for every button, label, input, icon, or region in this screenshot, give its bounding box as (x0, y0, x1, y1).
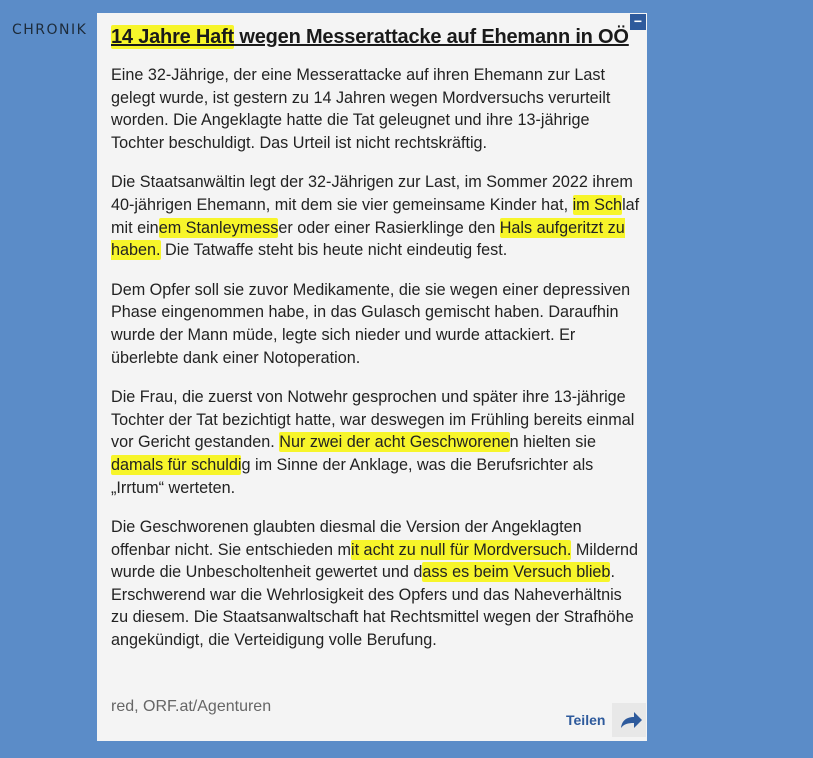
p2-highlight-3: Hals aufgeritzt zu haben. (111, 218, 625, 260)
p5-text-a: Die Geschworenen glaubten diesmal die Version der Angeklagten offenbar nicht. Sie entschieden m (111, 518, 582, 559)
p2-text-a: Die Staatsanwältin legt der 32-Jährigen zur Last, im Sommer 2022 ihrem 40-jährigen Ehemann, mit dem sie vier gemeinsame Kinder hat, (111, 173, 633, 214)
collapse-button[interactable]: − (630, 14, 646, 30)
share-arrow-icon[interactable] (612, 703, 646, 737)
paragraph-3: Dem Opfer soll sie zuvor Medikamente, die sie wegen einer depressiven Phase eingenommen habe, in das Gulasch gemischt haben. Daraufhin wurde der Mann müde, legte sich nieder und wurde attackiert. Er überlebte dank einer Notoperation. (111, 280, 631, 367)
title-highlight: 14 Jahre Haft (111, 26, 235, 48)
p2-text-b: laf mit ein (111, 195, 640, 237)
article-source: red, ORF.at/Agenturen (111, 698, 272, 715)
share-button[interactable]: Teilen (566, 712, 606, 728)
article-title[interactable] (111, 26, 629, 49)
title-text: wegen Messerattacke auf Ehemann in OÖ (234, 26, 629, 48)
paragraph-4 (111, 386, 641, 499)
p2-text-d: Die Tatwaffe steht bis heute nicht eindeutig fest. (160, 241, 508, 260)
p2-highlight-1: im Sch (572, 195, 623, 214)
paragraph-1: Eine 32-Jährige, der eine Messerattacke auf ihren Ehemann zur Last gelegt wurde, ist gestern zu 14 Jahren wegen Mordversuchs verurteilt worden. Die Angeklagte hatte die Tat geleugnet und ihre 13-jährige Tochter beschuldigt. Das Urteil ist nicht rechtskräftig. (111, 66, 611, 152)
p4-text-c: g im Sinne der Anklage, was die Berufsrichter als „Irrtum“ werteten. (111, 455, 594, 497)
p5-highlight-1: it acht zu null für Mordversuch. (350, 540, 572, 559)
p5-text-b: Mildernd wurde die Unbescholtenheit gewertet und d (111, 540, 638, 582)
p2-highlight-2: em Stanleymess (158, 218, 279, 237)
p4-highlight-2: damals für schuldi (111, 455, 242, 474)
p4-text-b: n hielten sie (509, 433, 596, 452)
article-body (111, 64, 641, 669)
paragraph-5 (111, 516, 641, 652)
category-label: CHRONIK (12, 22, 88, 38)
p5-text-c: . Erschwerend war die Wehrlosigkeit des Opfers und das Naheverhältnis zu diesem. Die Staatsanwaltschaft hat Rechtsmittel wegen der Strafhöhe angekündigt, die Verteidigung volle Berufung. (111, 563, 634, 650)
p5-highlight-2: ass es beim Versuch blieb (422, 563, 611, 582)
p4-highlight-1: Nur zwei der acht Geschworene (279, 433, 510, 452)
p2-text-c: er oder einer Rasierklinge den (278, 218, 500, 237)
paragraph-2 (111, 171, 641, 261)
p4-text-a: Die Frau, die zuerst von Notwehr gesprochen und später ihre 13-jährige Tochter der Tat bezichtigt hatte, war deswegen im Frühling bereits einmal vor Gericht gestanden. (111, 388, 635, 452)
